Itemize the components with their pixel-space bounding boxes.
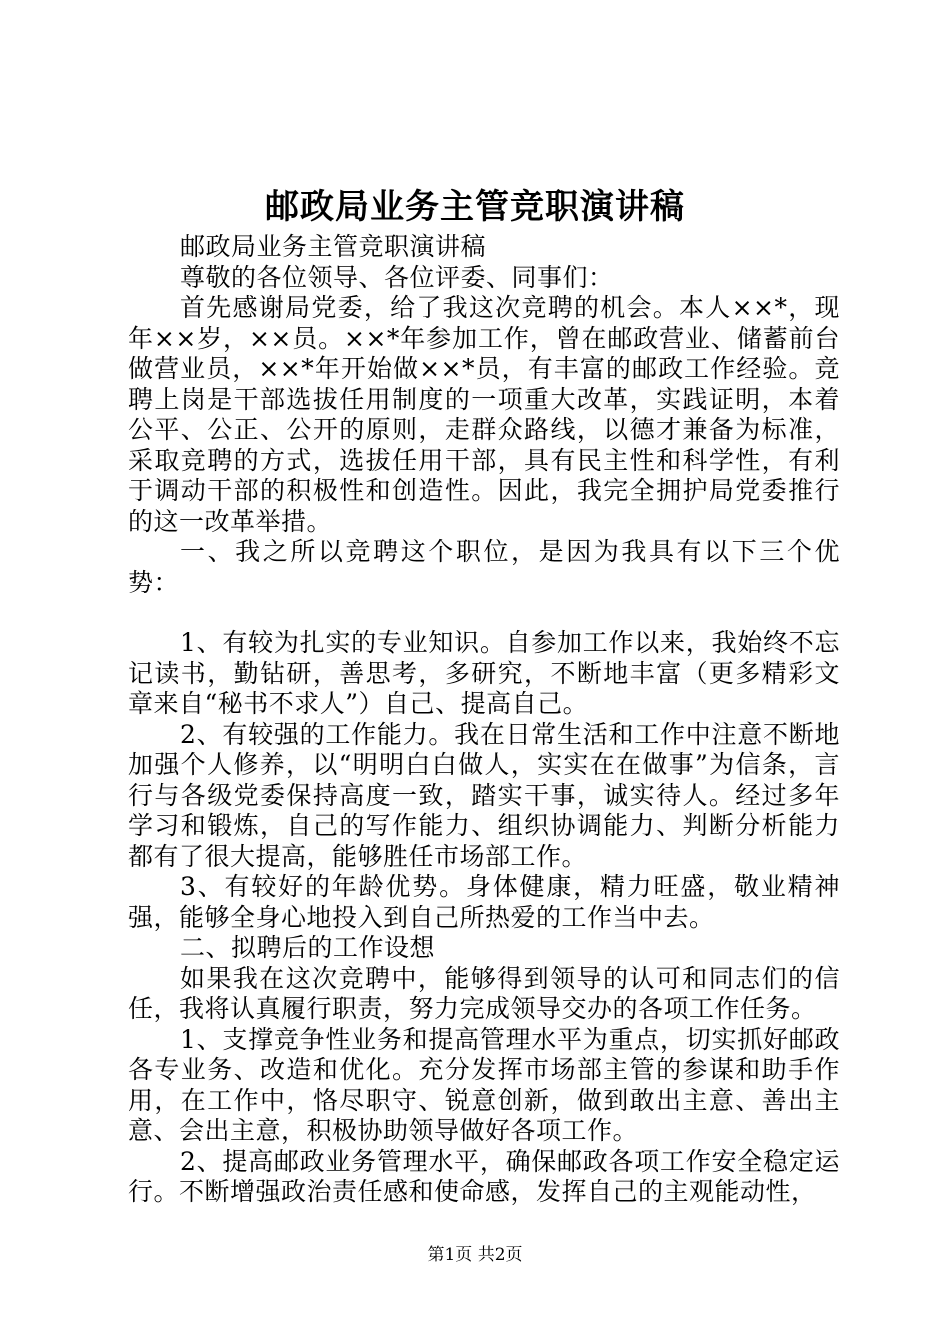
paragraph-advantage-3: 3、有较好的年龄优势。身体健康，精力旺盛，敬业精神强，能够全身心地投入到自己所热爱的工作当中去。 [128, 872, 840, 932]
paragraph-plan-1: 1、支撑竞争性业务和提高管理水平为重点，切实抓好邮政各专业务、改造和优化。充分发挥市场部主管的参谋和助手作用，在工作中，恪尽职守、锐意创新，做到敢出主意、善出主意、会出主意，积极协助领导做好各项工作。 [128, 1024, 840, 1145]
paragraph-spacer [128, 598, 840, 628]
page-number-footer: 第1页 共2页 [427, 1245, 523, 1265]
paragraph-section-one-heading: 一、我之所以竞聘这个职位，是因为我具有以下三个优势： [128, 537, 840, 597]
paragraph-intro: 首先感谢局党委，给了我这次竞聘的机会。本人××*，现年××岁，××员。××*年参加工作，曾在邮政营业、储蓄前台做营业员，××*年开始做××*员，有丰富的邮政工作经验。竞聘上岗是干部选拔任用制度的一项重大改革，实践证明，本着公平、公正、公开的原则，走群众路线，以德才兼备为标准，采取竞聘的方式，选拔任用干部，具有民主性和科学性，有利于调动干部的积极性和创造性。因此，我完全拥护局党委推行的这一改革举措。 [128, 293, 840, 536]
paragraph-plan-intro: 如果我在这次竞聘中，能够得到领导的认可和同志们的信任，我将认真履行职责，努力完成领导交办的各项工作任务。 [128, 963, 840, 1023]
paragraph-subtitle: 邮政局业务主管竞职演讲稿 [180, 232, 487, 261]
paragraph-plan-2: 2、提高邮政业务管理水平，确保邮政各项工作安全稳定运行。不断增强政治责任感和使命感，发挥自己的主观能动性， [128, 1146, 840, 1206]
document-body [128, 232, 840, 1208]
paragraph-advantage-1: 1、有较为扎实的专业知识。自参加工作以来，我始终不忘记读书，勤钻研，善思考，多研究，不断地丰富（更多精彩文章来自“秘书不求人”）自己、提高自己。 [128, 628, 840, 718]
paragraph-salutation: 尊敬的各位领导、各位评委、同事们： [180, 262, 614, 292]
document-title: 邮政局业务主管竞职演讲稿 [265, 187, 685, 227]
paragraph-advantage-2: 2、有较强的工作能力。我在日常生活和工作中注意不断地加强个人修养，以“明明白白做人，实实在在做事”为信条，言行与各级党委保持高度一致，踏实干事，诚实待人。经过多年学习和锻炼，自己的写作能力、组织协调能力、判断分析能力都有了很大提高，能够胜任市场部工作。 [128, 719, 840, 871]
paragraph-section-two-heading: 二、拟聘后的工作设想 [180, 933, 436, 962]
